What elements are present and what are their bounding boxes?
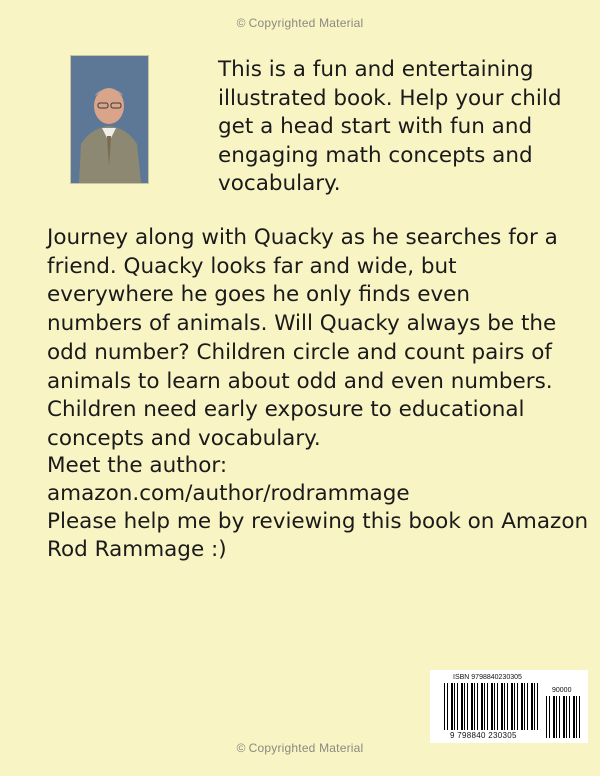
author-signature: Rod Rammage :) [47, 537, 227, 562]
price-code: 90000 [552, 687, 572, 694]
watermark-text: Copyrighted Material [248, 741, 364, 755]
description-paragraph: Journey along with Quacky as he searches for a friend. Quacky looks far and wide, but everywhere he goes he only finds even numbers of animals. Will Quacky always be the odd number? Children circle and count pairs of animals to learn about odd and even numbers. Children need early exposure to educational concepts and vocabulary. [47, 225, 558, 451]
intro-paragraph: This is a fun and entertaining illustrated book. Help your child get a head start with fun and engaging math concepts and vocabulary. [218, 57, 562, 196]
author-photo-icon [71, 56, 148, 183]
copyright-icon: © [236, 16, 246, 30]
author-info [47, 452, 589, 564]
barcode-number: 9 798840 230305 [450, 731, 517, 740]
author-url-link[interactable]: amazon.com/author/rodrammage [47, 481, 410, 506]
meet-author-label: Meet the author: [47, 453, 228, 478]
author-photo [70, 55, 149, 184]
copyright-watermark-bottom [0, 741, 600, 755]
watermark-text: Copyrighted Material [248, 16, 364, 30]
copyright-icon: © [236, 741, 246, 755]
review-request-text: Please help me by reviewing this book on Amazon [47, 509, 589, 534]
isbn-label: ISBN 9798840230305 [453, 674, 522, 681]
isbn-barcode [430, 670, 588, 743]
copyright-watermark-top [0, 16, 600, 30]
